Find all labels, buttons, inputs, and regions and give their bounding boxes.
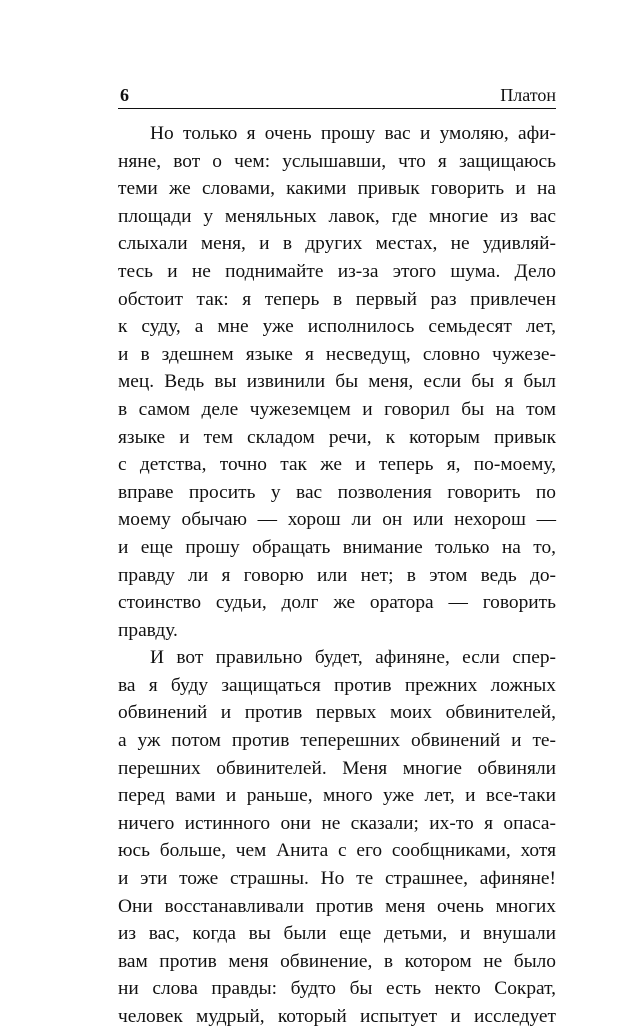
text-line: юсь больше, чем Анита с его сообщниками, хотя bbox=[118, 840, 556, 862]
text-line: из вас, когда вы были еще детьми, и внушали bbox=[118, 923, 556, 945]
text-line: И вот правильно будет, афиняне, если спер- bbox=[150, 647, 556, 669]
text-line: теми же словами, какими привык говорить и на bbox=[118, 178, 556, 200]
text-line: моему обычаю — хорош ли он или нехорош — bbox=[118, 509, 556, 531]
paragraph-2 bbox=[118, 644, 556, 1030]
page-number: 6 bbox=[120, 85, 129, 105]
text-line: Они восстанавливали против меня очень многих bbox=[118, 895, 556, 917]
text-line: тесь и не поднимайте из-за этого шума. Дело bbox=[118, 260, 556, 282]
text-line: обвинений и против первых моих обвинителей, bbox=[118, 702, 556, 724]
text-line: правду. bbox=[118, 619, 178, 641]
text-line: ни слова правды: будто бы есть некто Сократ, bbox=[118, 978, 556, 1000]
text-line: ничего истинного они не сказали; их-то я опаса- bbox=[118, 812, 556, 834]
text-line: стоинство судьи, долг же оратора — говорить bbox=[118, 592, 556, 614]
text-line: Но только я очень прошу вас и умоляю, афи- bbox=[150, 123, 556, 144]
text-line: площади у меняльных лавок, где многие из вас bbox=[118, 205, 556, 227]
text-line: и в здешнем языке я несведущ, словно чужезе- bbox=[118, 343, 556, 365]
text-line: ва я буду защищаться против прежних ложных bbox=[118, 674, 556, 696]
header-rule bbox=[118, 108, 556, 109]
text-line: человек мудрый, который испытует и исследует bbox=[118, 1006, 556, 1027]
text-line: перед вами и раньше, много уже лет, и все-таки bbox=[118, 785, 556, 807]
text-line: перешних обвинителей. Меня многие обвиняли bbox=[118, 757, 556, 779]
running-title: Платон bbox=[500, 85, 556, 105]
text-line: с детства, точно так же и теперь я, по-моему, bbox=[118, 454, 556, 476]
text-line: к суду, а мне уже исполнилось семьдесят лет, bbox=[118, 316, 556, 338]
text-line: правду ли я говорю или нет; в этом ведь до- bbox=[118, 564, 556, 586]
body-text bbox=[118, 120, 556, 1031]
text-line: и эти тоже страшны. Но те страшнее, афиняне! bbox=[118, 868, 556, 890]
text-line: вправе просить у вас позволения говорить по bbox=[118, 481, 556, 503]
paragraph-1 bbox=[118, 120, 556, 644]
text-line: мец. Ведь вы извинили бы меня, если бы я был bbox=[118, 371, 556, 393]
text-line: няне, вот о чем: услышавши, что я защищаюсь bbox=[118, 150, 556, 172]
text-line: а уж потом против теперешних обвинений и те- bbox=[118, 730, 556, 752]
text-line: вам против меня обвинение, в котором не было bbox=[118, 950, 556, 972]
running-header bbox=[118, 84, 556, 110]
text-line: обстоит так: я теперь в первый раз привлечен bbox=[118, 288, 556, 310]
text-line: слыхали меня, и в других местах, не удивляй- bbox=[118, 233, 556, 255]
text-line: языке и тем складом речи, к которым привык bbox=[118, 426, 556, 448]
text-line: в самом деле чужеземцем и говорил бы на том bbox=[118, 398, 556, 420]
text-line: и еще прошу обращать внимание только на то, bbox=[118, 536, 556, 558]
